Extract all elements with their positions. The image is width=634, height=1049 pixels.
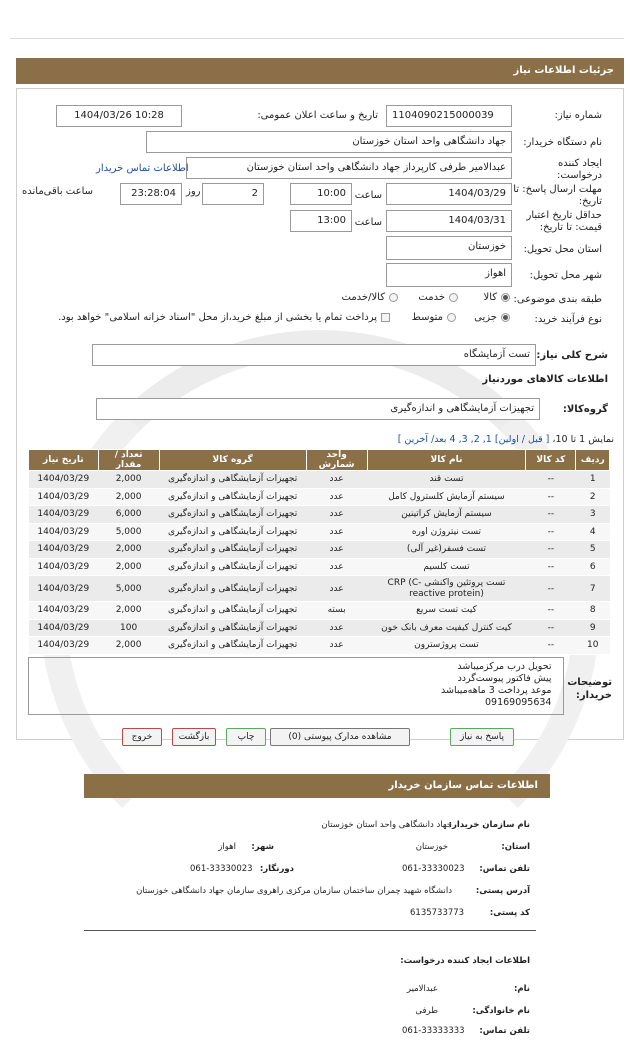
- table-cell-name: تست فسفر(غیر آلی): [367, 541, 526, 559]
- province-label: استان محل تحویل:: [523, 244, 602, 255]
- contact-province: خوزستان: [415, 842, 448, 852]
- validity-time-label: ساعت: [354, 217, 382, 228]
- contact-phone-label: تلفن تماس:: [479, 864, 530, 874]
- table-row: [29, 488, 610, 506]
- table-cell-qty: 2,000: [98, 602, 159, 620]
- contact-address: دانشگاه شهید چمران ساختمان سازمان مرکزی راهروی سازمان جهاد دانشگاهی خوزستان: [136, 886, 452, 896]
- table-cell-date: 1404/03/29: [29, 619, 99, 637]
- table-cell-code: --: [526, 488, 576, 506]
- table-cell-code: --: [526, 558, 576, 576]
- table-cell-group: تجهیزات آزمایشگاهی و اندازه‌گیری: [159, 506, 306, 524]
- table-cell-group: تجهیزات آزمایشگاهی و اندازه‌گیری: [159, 558, 306, 576]
- table-cell-name: سیستم آزمایش کلسترول کامل: [367, 488, 526, 506]
- table-cell-name: سیستم آزمایش کراتینین: [367, 506, 526, 524]
- notes-line: موعد پرداخت 3 ماهه‌میباشد: [441, 685, 552, 696]
- table-cell-qty: 2,000: [98, 558, 159, 576]
- table-cell-n: 2: [576, 488, 610, 506]
- pagination-links[interactable]: [ قبل / اولین] 1, 2, 3, 4 بعد/ آخرین ]: [397, 434, 550, 445]
- table-cell-group: تجهیزات آزمایشگاهی و اندازه‌گیری: [159, 541, 306, 559]
- process-label: نوع فرآیند خرید:: [534, 314, 602, 325]
- payment-checkbox[interactable]: [58, 312, 390, 323]
- table-row: [29, 506, 610, 524]
- notes-label: توضیحات خریدار:: [567, 677, 612, 701]
- creator-phone: 061-33333333: [402, 1026, 465, 1036]
- radio-icon: [501, 293, 510, 302]
- table-cell-date: 1404/03/29: [29, 602, 99, 620]
- table-cell-group: تجهیزات آزمایشگاهی و اندازه‌گیری: [159, 471, 306, 489]
- creator-label: ایجاد کننده درخواست:: [557, 158, 602, 181]
- table-cell-code: --: [526, 523, 576, 541]
- table-cell-date: 1404/03/29: [29, 637, 99, 655]
- creator-phone-label: تلفن تماس:: [479, 1026, 530, 1036]
- page-header: جزئیات اطلاعات نیاز: [16, 58, 624, 84]
- radio-icon: [447, 313, 456, 322]
- process-radio-medium[interactable]: [412, 312, 456, 323]
- summary-label: شرح کلی نیاز:: [536, 350, 608, 361]
- table-cell-group: تجهیزات آزمایشگاهی و اندازه‌گیری: [159, 602, 306, 620]
- contact-fax: 061-33330023: [190, 864, 253, 874]
- table-cell-date: 1404/03/29: [29, 558, 99, 576]
- table-row: [29, 637, 610, 655]
- radio-icon: [501, 313, 510, 322]
- contact-city: اهواز: [218, 842, 236, 852]
- table-cell-code: --: [526, 602, 576, 620]
- notes-box: [28, 657, 564, 715]
- validity-date-field: 1404/03/31: [386, 210, 512, 232]
- city-field: اهواز: [386, 263, 512, 287]
- contact-address-label: آدرس پستی:: [475, 886, 530, 896]
- remaining-time-field: 23:28:04: [120, 183, 182, 205]
- category-goods-label: کالا: [483, 292, 497, 303]
- announce-label: تاریخ و ساعت اعلان عمومی:: [257, 110, 378, 121]
- table-cell-code: --: [526, 471, 576, 489]
- table-cell-qty: 2,000: [98, 541, 159, 559]
- notes-line: پیش فاکتور پیوست‌گردد: [457, 673, 552, 684]
- table-cell-name: تست پروتئین واکنشی CRP (C-reactive protein): [367, 576, 526, 602]
- table-cell-unit: عدد: [306, 576, 367, 602]
- table-cell-unit: بسته: [306, 602, 367, 620]
- payment-note: پرداخت تمام یا بخشی از مبلغ خرید،از محل "اسناد خزانه اسلامی" خواهد بود.: [58, 312, 377, 323]
- table-cell-unit: عدد: [306, 637, 367, 655]
- deadline-time-label: ساعت: [354, 190, 382, 201]
- creator-name-label: نام:: [513, 984, 530, 994]
- creator-family-label: نام خانوادگی:: [472, 1006, 530, 1016]
- contact-org: جهاد دانشگاهی واحد استان خوزستان: [321, 820, 452, 830]
- contact-fax-label: دورنگار:: [259, 864, 294, 874]
- need-number-label: شماره نیاز:: [554, 110, 602, 121]
- table-header-row: [29, 450, 610, 471]
- need-number-field: 1104090215000039: [386, 105, 512, 127]
- table-cell-date: 1404/03/29: [29, 488, 99, 506]
- table-cell-unit: عدد: [306, 471, 367, 489]
- notes-line: تحویل درب مرکزمیباشد: [457, 661, 552, 672]
- table-row: [29, 602, 610, 620]
- th-unit: واحد شمارش: [306, 450, 367, 471]
- table-cell-date: 1404/03/29: [29, 523, 99, 541]
- table-cell-group: تجهیزات آزمایشگاهی و اندازه‌گیری: [159, 523, 306, 541]
- buyer-contact-link[interactable]: اطلاعات تماس خریدار: [96, 163, 189, 174]
- table-cell-group: تجهیزات آزمایشگاهی و اندازه‌گیری: [159, 637, 306, 655]
- exit-button[interactable]: خروج: [122, 728, 162, 746]
- table-cell-n: 4: [576, 523, 610, 541]
- table-row: [29, 523, 610, 541]
- print-button[interactable]: چاپ: [226, 728, 266, 746]
- deadline-label: مهلت ارسال پاسخ: تا تاریخ:: [513, 184, 602, 207]
- items-table: [28, 449, 610, 655]
- contact-postal: 6135733773: [410, 908, 465, 918]
- category-label: طبقه بندی موضوعی:: [513, 294, 602, 305]
- contact-divider: [84, 930, 536, 931]
- buyer-org-field: جهاد دانشگاهی واحد استان خوزستان: [146, 131, 512, 153]
- category-both-label: کالا/خدمت: [341, 292, 385, 303]
- table-cell-group: تجهیزات آزمایشگاهی و اندازه‌گیری: [159, 619, 306, 637]
- radio-icon: [449, 293, 458, 302]
- table-cell-unit: عدد: [306, 541, 367, 559]
- announce-field: 1404/03/26 10:28: [56, 105, 182, 127]
- table-cell-qty: 2,000: [98, 488, 159, 506]
- table-cell-unit: عدد: [306, 523, 367, 541]
- table-cell-name: کیت کنترل کیفیت معرف بانک خون: [367, 619, 526, 637]
- table-cell-unit: عدد: [306, 506, 367, 524]
- table-row: [29, 576, 610, 602]
- table-cell-unit: عدد: [306, 619, 367, 637]
- table-cell-name: کیت تست سریع: [367, 602, 526, 620]
- creator-info-title: اطلاعات ایجاد کننده درخواست:: [400, 956, 530, 966]
- table-cell-n: 10: [576, 637, 610, 655]
- th-row: ردیف: [576, 450, 610, 471]
- notes-line: 09169095634: [484, 697, 552, 708]
- table-cell-group: تجهیزات آزمایشگاهی و اندازه‌گیری: [159, 576, 306, 602]
- city-label: شهر محل تحویل:: [529, 270, 602, 281]
- process-minor-label: جزیی: [474, 312, 497, 323]
- th-code: کد کالا: [526, 450, 576, 471]
- category-radio-goods[interactable]: [483, 292, 510, 303]
- days-field: 2: [202, 183, 264, 205]
- contact-postal-label: کد پستی:: [489, 908, 530, 918]
- table-cell-qty: 2,000: [98, 471, 159, 489]
- th-qty: تعداد / مقدار: [98, 450, 159, 471]
- creator-family: طرفی: [415, 1006, 438, 1016]
- deadline-time-field: 10:00: [290, 183, 352, 205]
- summary-field: تست آزمایشگاه: [92, 344, 536, 366]
- table-cell-qty: 5,000: [98, 523, 159, 541]
- pagination-showing: نمایش 1 تا 10،: [552, 434, 614, 445]
- th-group: گروه کالا: [159, 450, 306, 471]
- table-cell-date: 1404/03/29: [29, 576, 99, 602]
- table-cell-n: 7: [576, 576, 610, 602]
- table-cell-n: 8: [576, 602, 610, 620]
- table-cell-code: --: [526, 541, 576, 559]
- table-cell-qty: 6,000: [98, 506, 159, 524]
- validity-time-field: 13:00: [290, 210, 352, 232]
- table-cell-name: تست پروژسترون: [367, 637, 526, 655]
- validity-label: حداقل تاریخ اعتبار قیمت: تا تاریخ:: [526, 210, 602, 233]
- process-radio-minor[interactable]: [474, 312, 510, 323]
- th-name: نام کالا: [367, 450, 526, 471]
- table-cell-n: 5: [576, 541, 610, 559]
- table-cell-n: 1: [576, 471, 610, 489]
- table-cell-code: --: [526, 506, 576, 524]
- table-cell-name: تست کلسیم: [367, 558, 526, 576]
- table-row: [29, 558, 610, 576]
- table-cell-date: 1404/03/29: [29, 506, 99, 524]
- table-cell-unit: عدد: [306, 488, 367, 506]
- reply-button[interactable]: پاسخ به نیاز: [450, 728, 514, 746]
- table-cell-group: تجهیزات آزمایشگاهی و اندازه‌گیری: [159, 488, 306, 506]
- contact-province-label: استان:: [501, 842, 530, 852]
- deadline-date-field: 1404/03/29: [386, 183, 512, 205]
- table-row: [29, 541, 610, 559]
- table-cell-n: 6: [576, 558, 610, 576]
- creator-field: عبدالامیر طرفی کارپرداز جهاد دانشگاهی واحد استان خوزستان: [186, 157, 512, 179]
- contact-org-label: نام سازمان خریدار:: [448, 820, 530, 830]
- table-cell-date: 1404/03/29: [29, 541, 99, 559]
- top-divider: [10, 38, 624, 39]
- table-cell-code: --: [526, 576, 576, 602]
- table-cell-qty: 100: [98, 619, 159, 637]
- th-date: تاریخ نیاز: [29, 450, 99, 471]
- table-row: [29, 619, 610, 637]
- contact-phone: 061-33330023: [402, 864, 465, 874]
- table-cell-code: --: [526, 619, 576, 637]
- table-cell-name: تست قند: [367, 471, 526, 489]
- table-cell-n: 9: [576, 619, 610, 637]
- table-cell-date: 1404/03/29: [29, 471, 99, 489]
- goods-info-title: اطلاعات کالاهای موردنیاز: [482, 374, 608, 385]
- contact-header: اطلاعات تماس سازمان خریدار: [84, 774, 550, 798]
- days-label: روز: [186, 186, 201, 197]
- back-button[interactable]: بازگشت: [172, 728, 216, 746]
- radio-icon: [389, 293, 398, 302]
- table-row: [29, 471, 610, 489]
- attachments-button[interactable]: مشاهده مدارک پیوستی (0): [270, 728, 410, 746]
- table-cell-name: تست نیتروژن اوره: [367, 523, 526, 541]
- table-cell-unit: عدد: [306, 558, 367, 576]
- pagination: [398, 434, 614, 445]
- buyer-org-label: نام دستگاه خریدار:: [523, 137, 602, 148]
- checkbox-icon: [381, 313, 390, 322]
- table-cell-n: 3: [576, 506, 610, 524]
- province-field: خوزستان: [386, 236, 512, 260]
- creator-name: عبدالامیر: [406, 984, 438, 994]
- table-cell-qty: 2,000: [98, 637, 159, 655]
- contact-city-label: شهر:: [251, 842, 274, 852]
- process-medium-label: متوسط: [411, 312, 443, 323]
- remaining-label: ساعت باقی‌مانده: [22, 186, 94, 197]
- goods-group-field: تجهیزات آزمایشگاهی و اندازه‌گیری: [96, 398, 540, 420]
- notes-text: [441, 661, 551, 709]
- category-radio-service[interactable]: [418, 292, 458, 303]
- table-cell-qty: 5,000: [98, 576, 159, 602]
- category-radio-both[interactable]: [342, 292, 399, 303]
- table-cell-code: --: [526, 637, 576, 655]
- category-service-label: خدمت: [418, 292, 445, 303]
- goods-group-label: گروه‌کالا:: [562, 404, 608, 415]
